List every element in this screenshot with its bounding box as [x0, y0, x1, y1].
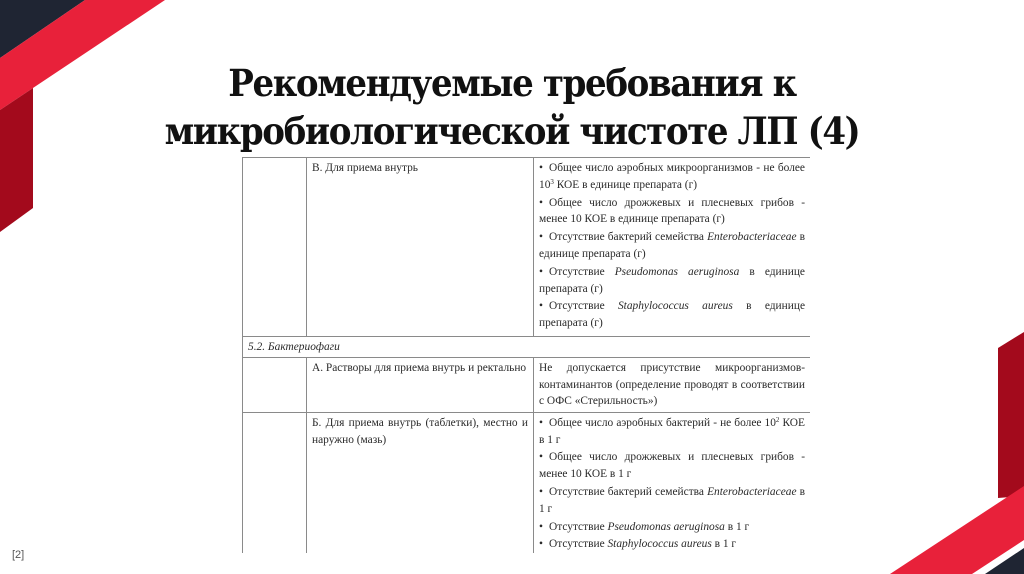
- section-header-row: [243, 337, 811, 358]
- empty-cell: [243, 158, 307, 337]
- bottom-right-navy-corner: [985, 548, 1024, 574]
- exponent: 3: [550, 177, 554, 186]
- slide-title: [133, 59, 891, 155]
- empty-cell: [243, 357, 307, 412]
- table-row-a: [243, 357, 811, 412]
- category-label: В. Для приема внутрь: [312, 162, 418, 174]
- title-line-2: микробиологической чистоте ЛП (4): [164, 108, 860, 153]
- requirement-item: • Общее число аэробных микроорганизмов - не более $10^3$ КОЕ в единице препарата (г): [539, 162, 805, 191]
- bullet-icon: •: [539, 416, 543, 429]
- requirement-item: • Отсутствие Pseudomonas aeruginosa в 1 г: [539, 520, 750, 533]
- requirement-item: • Общее число дрожжевых и плесневых грибов - менее 10 КОЕ в 1 г: [539, 451, 805, 481]
- empty-cell: [243, 412, 307, 553]
- bullet-icon: •: [539, 485, 543, 498]
- organism-name: Enterobacteriaceae: [707, 485, 797, 498]
- table-row-b: [243, 412, 811, 553]
- top-left-darkred-bar: [0, 88, 33, 232]
- bullet-icon: •: [539, 451, 543, 464]
- requirement-item: • Общее число дрожжевых и плесневых грибов - менее 10 КОЕ в единице препарата (г): [539, 196, 805, 226]
- section-header: 5.2. Бактериофаги: [243, 337, 811, 358]
- bottom-right-red-band: [890, 486, 1024, 574]
- requirement-item: • Общее число аэробных бактерий - не более $10^2$ КОЕ в 1 г: [539, 415, 805, 446]
- exponent: 2: [775, 415, 780, 424]
- organism-name: Pseudomonas aeruginosa: [607, 520, 725, 533]
- bullet-icon: •: [539, 196, 543, 209]
- requirement-item: • Отсутствие бактерий семейства Enterobacteriaceae в 1 г: [539, 485, 806, 515]
- source-footnote: [2]: [12, 549, 25, 561]
- category-label: Б. Для приема внутрь (таблетки), местно и наружно (мазь): [312, 416, 528, 446]
- requirement-item: • Отсутствие Pseudomonas aeruginosa в единице препарата (г): [539, 265, 805, 295]
- requirement-item: • Отсутствие Staphylococcus aureus в 1 г: [539, 538, 737, 551]
- requirements-cell: [534, 357, 811, 412]
- bullet-icon: •: [539, 300, 543, 313]
- organism-name: Staphylococcus aureus: [607, 538, 712, 551]
- bullet-icon: •: [539, 538, 543, 551]
- category-label: А. Растворы для приема внутрь и ректально: [312, 361, 527, 374]
- requirements-document-scan: [242, 157, 810, 553]
- requirement-text: Не допускается присутствие микроорганизмов-контаминантов (определение проводят в соответствии с ОФС «Стерильность»): [539, 361, 805, 408]
- requirements-table: [242, 157, 810, 553]
- requirements-cell: [534, 158, 811, 337]
- organism-name: Staphylococcus aureus: [617, 300, 733, 313]
- table-row-v: [243, 158, 811, 337]
- title-line-1: Рекомендуемые требования к: [228, 60, 796, 105]
- top-left-navy-triangle: [0, 0, 85, 58]
- requirements-cell: [534, 412, 811, 553]
- requirement-item: • Отсутствие Staphylococcus aureus в единице препарата (г): [539, 300, 805, 330]
- bullet-icon: •: [539, 520, 543, 533]
- bullet-icon: •: [539, 265, 543, 278]
- organism-name: Enterobacteriaceae: [707, 231, 797, 244]
- category-cell: [307, 412, 534, 553]
- category-cell: [307, 158, 534, 337]
- requirement-item: • Отсутствие бактерий семейства Enterobacteriaceae в единице препарата (г): [539, 231, 806, 260]
- bullet-icon: •: [539, 162, 543, 174]
- category-cell: [307, 357, 534, 412]
- bullet-icon: •: [539, 231, 543, 244]
- organism-name: Pseudomonas aeruginosa: [614, 265, 740, 278]
- bottom-right-darkred-bar: [998, 332, 1024, 498]
